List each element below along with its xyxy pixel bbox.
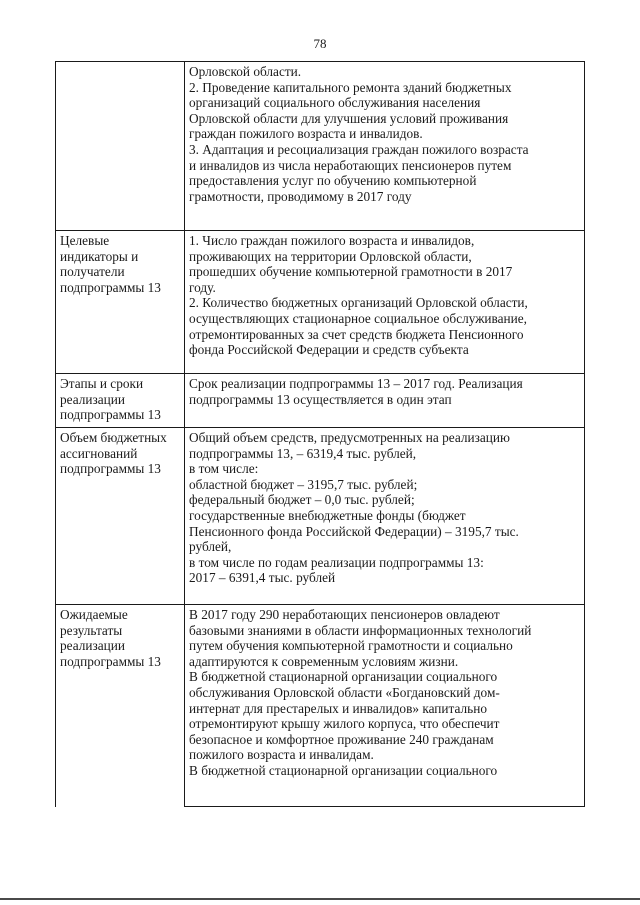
text-line: 2017 – 6391,4 тыс. рублей [189,570,336,586]
table-row [56,374,585,428]
text-line: государственные внебюджетные фонды (бюджет [189,507,466,523]
text-line: обслуживания Орловской области «Богдановский дом- [189,684,500,700]
text-line: в том числе по годам реализации подпрограммы 13: [189,554,484,570]
text-line: фонда Российской Федерации и средств субъекта [189,342,469,358]
text-line: году. [189,279,216,295]
text-line: проживающих на территории Орловской области, [189,248,472,264]
label-line: индикаторы и [60,248,139,264]
table-row [56,231,585,374]
text-line: подпрограммы 13, – 6319,4 тыс. рублей, [189,445,417,461]
text-line: граждан пожилого возраста и инвалидов. [189,126,423,142]
text-line: отремонтированных за счет средств бюджета Пенсионного [189,326,524,342]
label-line: подпрограммы 13 [60,653,161,669]
text-line: и инвалидов из числа неработающих пенсионеров путем [189,157,512,173]
row-content-cell [185,374,585,428]
text-line: 1. Число граждан пожилого возраста и инвалидов, [189,233,475,248]
text-line: Орловской области для улучшения условий проживания [189,110,509,126]
page-number: 78 [313,36,327,51]
text-line: 3. Адаптация и ресоциализация граждан пожилого возраста [189,141,529,157]
text-line: безопасное и комфортное проживание 240 гражданам [189,731,494,747]
label-line: подпрограммы 13 [60,407,161,423]
label-line: Этапы и сроки [60,376,144,391]
text-line: Орловской области. [189,64,302,79]
row-content-cell [185,605,585,807]
label-line: Ожидаемые [60,607,128,622]
text-line: подпрограммы 13 осуществляется в один этап [189,391,452,407]
text-line: отремонтируют крышу жилого корпуса, что обеспечит [189,716,500,732]
label-line: Объем бюджетных [60,430,167,445]
text-line: предоставления услуг по обучению компьютерной [189,173,477,189]
text-line: В бюджетной стационарной организации социального [189,762,498,778]
text-line: рублей, [189,539,232,555]
label-line: реализации [60,391,125,407]
table-row [56,605,585,807]
row-content-cell [185,428,585,605]
text-line: осуществляющих стационарное социальное обслуживание, [189,310,527,326]
row-label-cell [56,428,185,605]
text-line: Срок реализации подпрограммы 13 – 2017 год. Реализация [189,376,523,391]
text-line: В 2017 году 290 неработающих пенсионеров овладеют [189,607,500,622]
row-content-cell [185,62,585,231]
subprogram-passport-table [55,61,585,807]
label-line: получатели [60,264,125,280]
text-line: базовыми знаниями в области информационных технологий [189,622,532,638]
text-line: путем обучения компьютерной грамотности и социально [189,638,513,654]
text-line: прошедших обучение компьютерной грамотности в 2017 [189,264,513,280]
text-line: интернат для престарелых и инвалидов» капитально [189,700,487,716]
label-line: результаты [60,622,123,638]
label-line: ассигнований [60,445,138,461]
label-line: подпрограммы 13 [60,279,161,295]
text-line: адаптируются к современным условиям жизни. [189,653,459,669]
table-row [56,62,585,231]
text-line: В бюджетной стационарной организации социального [189,669,498,685]
text-line: Пенсионного фонда Российской Федерации) – 3195,7 тыс. [189,523,519,539]
text-line: пожилого возраста и инвалидам. [189,747,374,763]
text-line: в том числе: [189,461,259,477]
label-line: Целевые [60,233,110,248]
text-line: Общий объем средств, предусмотренных на реализацию [189,430,510,445]
text-line: федеральный бюджет – 0,0 тыс. рублей; [189,492,415,508]
text-line: областной бюджет – 3195,7 тыс. рублей; [189,476,418,492]
text-line: грамотности, проводимому в 2017 году [189,188,412,204]
label-line: реализации [60,638,125,654]
table-row [56,428,585,605]
row-content-cell [185,231,585,374]
bottom-divider [0,898,640,900]
row-label-cell [56,62,185,231]
text-line: 2. Количество бюджетных организаций Орловской области, [189,295,528,311]
row-label-cell [56,374,185,428]
text-line: организаций социального обслуживания населения [189,95,481,111]
text-line: 2. Проведение капитального ремонта зданий бюджетных [189,79,512,95]
label-line: подпрограммы 13 [60,461,161,477]
row-label-cell [56,605,185,807]
row-label-cell [56,231,185,374]
